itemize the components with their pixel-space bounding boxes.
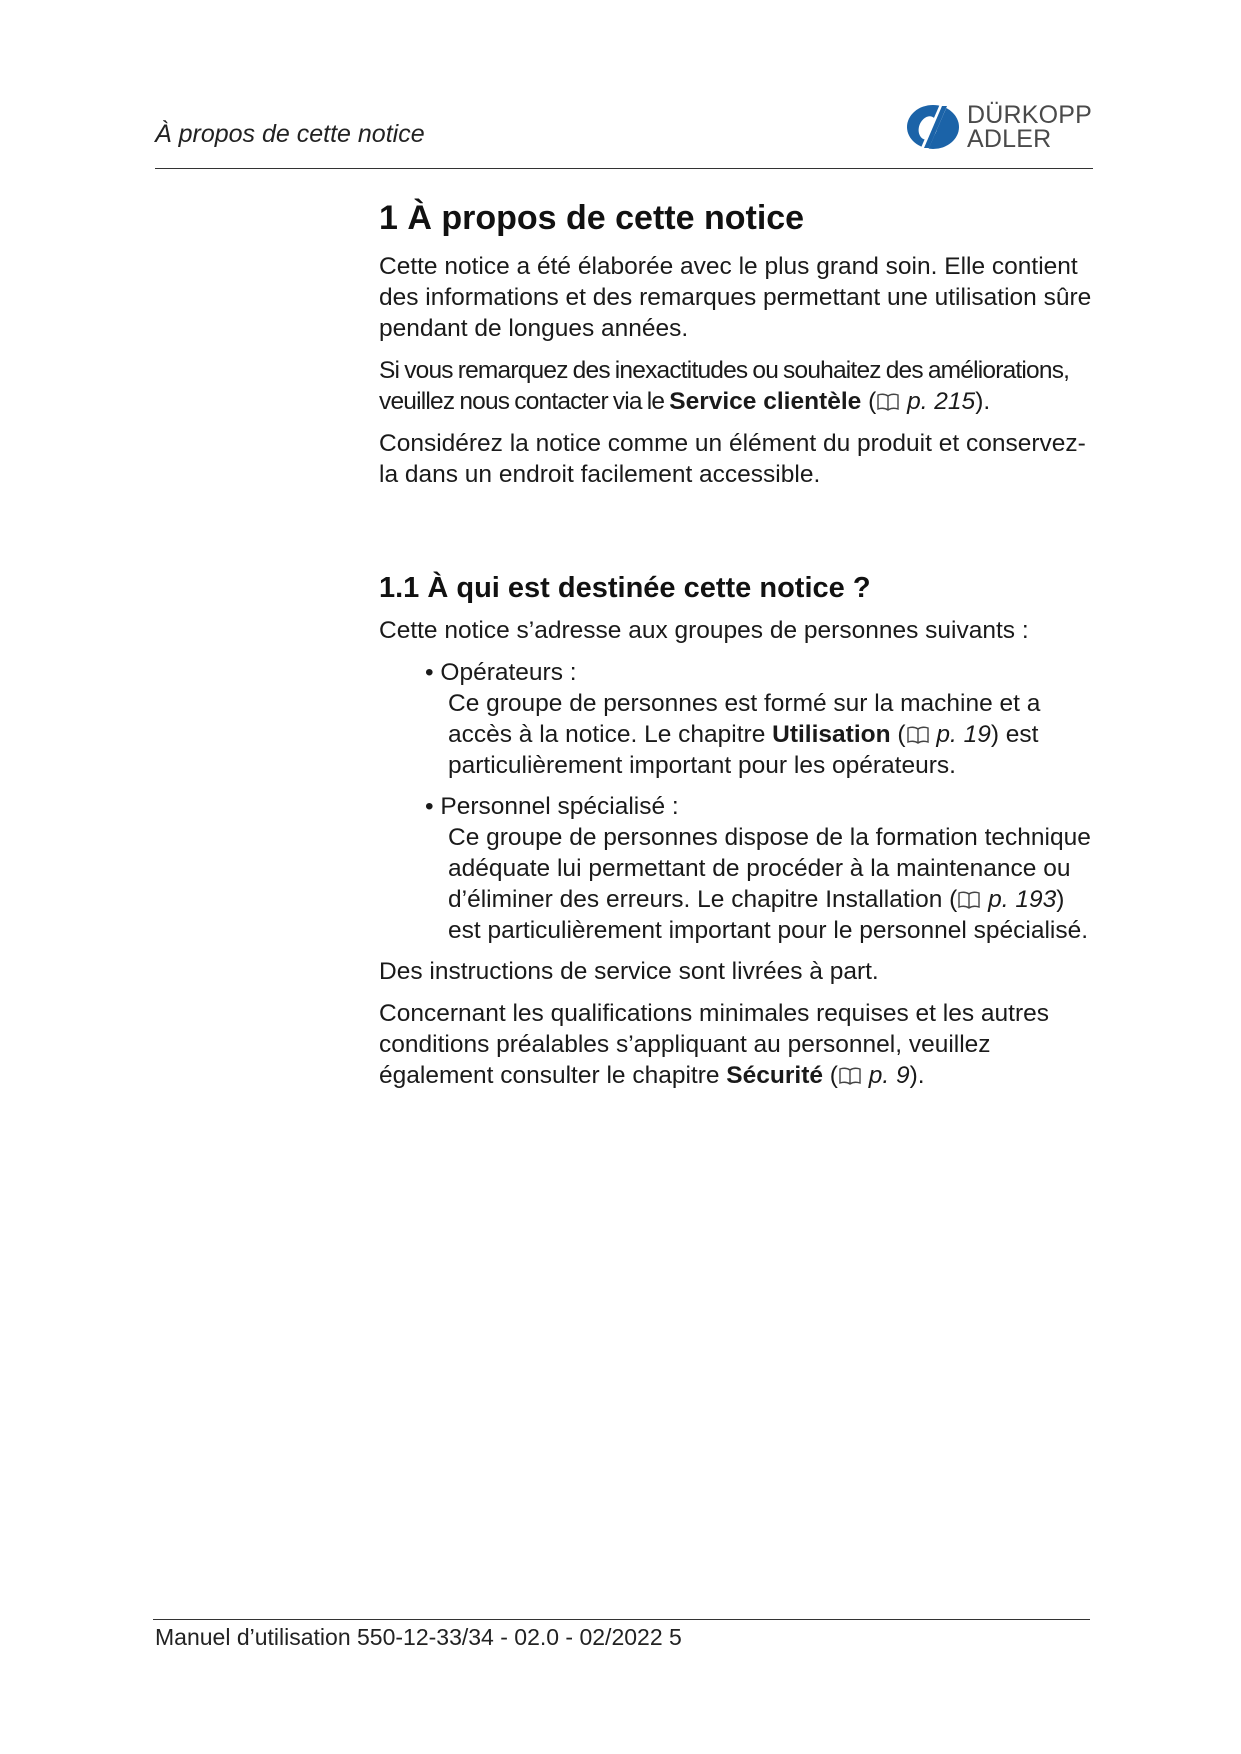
page-ref-193[interactable]: p. 193 (988, 886, 1057, 913)
running-header-title: À propos de cette notice (155, 120, 425, 148)
specialists-text-2: ) est particulièrement important pour le personnel spécialisé. (448, 886, 1089, 944)
specialists-heading: • Personnel spécialisé : (425, 793, 679, 820)
operators-description: Ce groupe de personnes est formé sur la machine et a accès à la notice. Le chapitre Utilisation ( p. 19) est particulièrement important pour les opérateurs. (448, 690, 1041, 779)
chapter-title: 1 À propos de cette notice (379, 199, 805, 237)
qualifications-text-1: Concernant les qualifications minimales requises et les autres conditions préalables s’appliquant au personnel, veuillez également consulter le chapitre (379, 1000, 1049, 1089)
p2-end-text: ). (975, 388, 991, 415)
list-item-operators (425, 657, 1095, 781)
qualifications-end: ). (909, 1062, 925, 1089)
qualifications-paragraph: Concernant les qualifications minimales requises et les autres conditions préalables s’appliquant au personnel, veuillez également consulter le chapitre Sécurité ( p. 9). (379, 1000, 1049, 1089)
list-item-specialists (425, 791, 1095, 946)
logo-text-line1: DÜRKOPP (967, 101, 1093, 129)
page-content (379, 195, 1095, 1102)
book-icon (957, 890, 981, 910)
footer-divider (153, 1619, 1090, 1620)
page-ref-19[interactable]: p. 19 (936, 721, 991, 748)
page-ref-9[interactable]: p. 9 (868, 1062, 910, 1089)
book-icon (838, 1066, 862, 1086)
chapter-paragraph-3: Considérez la notice comme un élément du produit et conservez-la dans un endroit facilement accessible. (379, 430, 1086, 488)
brand-logo (906, 101, 1096, 153)
logo-text-line2: ADLER (967, 125, 1052, 153)
utilisation-link[interactable]: Utilisation (772, 721, 891, 748)
book-icon (906, 725, 930, 745)
operators-text-2: ) est particulièrement important pour les opérateurs. (448, 721, 1039, 779)
page-ref-215[interactable]: p. 215 (907, 388, 976, 415)
specialists-text-1: Ce groupe de personnes dispose de la formation technique adéquate lui permettant de procéder à la maintenance ou d’éliminer des erreurs. Le chapitre Installation ( (448, 824, 1091, 913)
section-title: 1.1 À qui est destinée cette notice ? (379, 572, 871, 604)
header-divider (155, 168, 1093, 169)
duerkopp-adler-logo-icon (906, 102, 964, 152)
operators-text-1: Ce groupe de personnes est formé sur la machine et a accès à la notice. Le chapitre (448, 690, 1041, 748)
chapter-paragraph-2: Si vous remarquez des inexactitudes ou souhaitez des améliorations, veuillez nous contacter via le Service clientèle ( p. 215). (379, 357, 1070, 415)
operators-heading: • Opérateurs : (425, 659, 577, 686)
service-client-link[interactable]: Service clientèle (669, 388, 862, 415)
chapter-paragraph-1: Cette notice a été élaborée avec le plus grand soin. Elle contient des informations et des remarques permettant une utilisation sûre pendant de longues années. (379, 253, 1092, 342)
separate-instructions-note: Des instructions de service sont livrées à part. (379, 958, 879, 985)
book-icon (876, 392, 900, 412)
securite-link[interactable]: Sécurité (726, 1062, 823, 1089)
page-footer: Manuel d’utilisation 550-12-33/34 - 02.0 - 02/2022 5 (155, 1624, 682, 1650)
p2-start-text: Si vous remarquez des inexactitudes ou souhaitez des améliorations, veuillez nous contacter via le (379, 357, 1070, 415)
specialists-description (448, 822, 1095, 946)
section-intro: Cette notice s’adresse aux groupes de personnes suivants : (379, 617, 1029, 644)
